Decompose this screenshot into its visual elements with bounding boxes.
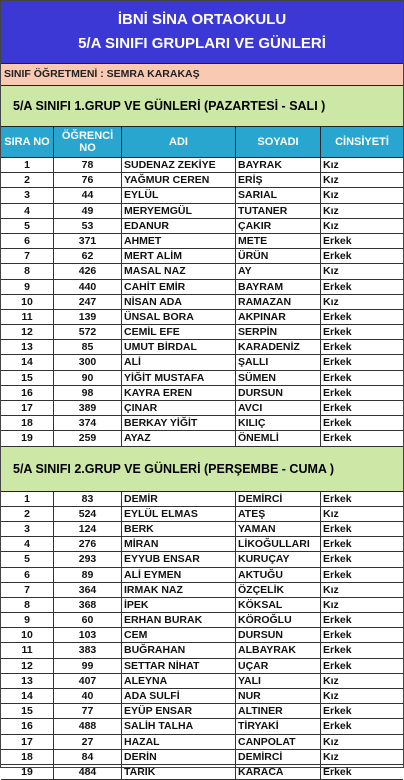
table-row [1, 568, 403, 583]
table-row [1, 507, 403, 522]
ogrenci-no: 259 [54, 431, 122, 445]
student-name: MASAL NAZ [122, 264, 236, 278]
sira-no: 8 [1, 598, 54, 612]
sira-no: 12 [1, 325, 54, 339]
ogrenci-no: 53 [54, 219, 122, 233]
sira-no: 14 [1, 689, 54, 703]
student-surname: ATEŞ [236, 507, 321, 521]
sheet-title: 5/A SINIFI GRUPLARI VE GÜNLERİ [78, 35, 326, 52]
student-name: EDANUR [122, 219, 236, 233]
table-row [1, 386, 403, 401]
ogrenci-no: 484 [54, 765, 122, 779]
student-gender: Kız [323, 204, 339, 217]
student-surname: SARIAL [236, 188, 321, 202]
table-row [1, 537, 403, 552]
sira-no: 15 [1, 371, 54, 385]
student-name: İPEK [122, 598, 236, 612]
student-gender: Erkek [323, 310, 352, 323]
sira-no: 15 [1, 704, 54, 718]
group1-column-header [1, 127, 403, 158]
student-gender: Kız [323, 598, 339, 611]
group1-table [1, 158, 403, 447]
table-row [1, 431, 403, 446]
sira-no: 13 [1, 340, 54, 354]
student-surname: KARACA [236, 765, 321, 779]
ogrenci-no: 103 [54, 628, 122, 642]
table-row [1, 735, 403, 750]
sira-no: 18 [1, 416, 54, 430]
col-adi: ADI [122, 127, 236, 157]
student-name: ERHAN BURAK [122, 613, 236, 627]
ogrenci-no: 364 [54, 583, 122, 597]
student-gender: Kız [323, 189, 339, 202]
student-name: ALEYNA [122, 674, 236, 688]
student-name: SALİH TALHA [122, 719, 236, 733]
student-name: TARIK [122, 765, 236, 779]
table-row [1, 204, 403, 219]
student-surname: AKTUĞU [236, 568, 321, 582]
ogrenci-no: 85 [54, 340, 122, 354]
student-gender: Erkek [323, 492, 352, 505]
student-surname: ŞALLI [236, 355, 321, 369]
table-row [1, 355, 403, 370]
student-gender: Erkek [323, 765, 352, 778]
table-row [1, 552, 403, 567]
student-surname: ALBAYRAK [236, 643, 321, 657]
student-gender: Erkek [323, 341, 352, 354]
sira-no: 9 [1, 613, 54, 627]
table-row [1, 674, 403, 689]
ogrenci-no: 440 [54, 280, 122, 294]
ogrenci-no: 488 [54, 719, 122, 733]
sira-no: 11 [1, 643, 54, 657]
student-surname: RAMAZAN [236, 295, 321, 309]
student-gender: Kız [323, 295, 339, 308]
sira-no: 16 [1, 386, 54, 400]
student-name: EYYUB ENSAR [122, 552, 236, 566]
ogrenci-no: 78 [54, 158, 122, 172]
sira-no: 12 [1, 659, 54, 673]
student-surname: METE [236, 234, 321, 248]
student-name: SUDENAZ ZEKİYE [122, 158, 236, 172]
sira-no: 3 [1, 522, 54, 536]
table-row [1, 522, 403, 537]
table-row [1, 765, 403, 780]
ogrenci-no: 371 [54, 234, 122, 248]
sira-no: 16 [1, 719, 54, 733]
ogrenci-no: 293 [54, 552, 122, 566]
student-name: MERT ALİM [122, 249, 236, 263]
student-surname: SERPİN [236, 325, 321, 339]
ogrenci-no: 426 [54, 264, 122, 278]
table-row [1, 325, 403, 340]
student-name: BUĞRAHAN [122, 643, 236, 657]
ogrenci-no: 62 [54, 249, 122, 263]
student-surname: BAYRAM [236, 280, 321, 294]
student-gender: Erkek [323, 402, 352, 414]
table-row [1, 659, 403, 674]
student-surname: YAMAN [236, 522, 321, 536]
table-row [1, 310, 403, 325]
sira-no: 19 [1, 765, 54, 779]
table-row [1, 234, 403, 249]
table-row [1, 416, 403, 431]
student-gender: Erkek [323, 432, 352, 445]
ogrenci-no: 572 [54, 325, 122, 339]
table-row [1, 295, 403, 310]
ogrenci-no: 89 [54, 568, 122, 582]
student-gender: Kız [323, 690, 339, 702]
ogrenci-no: 368 [54, 598, 122, 612]
student-surname: KARADENİZ [236, 340, 321, 354]
student-surname: CANPOLAT [236, 735, 321, 749]
table-row [1, 704, 403, 719]
student-gender: Erkek [323, 280, 352, 293]
student-gender: Erkek [323, 705, 352, 718]
student-gender: Erkek [323, 720, 352, 733]
student-gender: Erkek [323, 356, 352, 369]
student-surname: AKPINAR [236, 310, 321, 324]
table-row [1, 173, 403, 188]
student-name: CEMİL EFE [122, 325, 236, 339]
ogrenci-no: 44 [54, 188, 122, 202]
student-gender: Erkek [323, 629, 352, 642]
student-surname: DEMİRCİ [236, 750, 321, 764]
student-gender: Kız [323, 750, 339, 763]
ogrenci-no: 374 [54, 416, 122, 430]
sira-no: 5 [1, 219, 54, 233]
table-row [1, 219, 403, 234]
student-surname: TUTANER [236, 204, 321, 218]
student-surname: DURSUN [236, 628, 321, 642]
student-surname: YALI [236, 674, 321, 688]
ogrenci-no: 76 [54, 173, 122, 187]
table-row [1, 750, 403, 765]
student-gender: Erkek [323, 371, 352, 384]
student-surname: KURUÇAY [236, 552, 321, 566]
table-row [1, 492, 403, 507]
student-name: ADA SULFİ [122, 689, 236, 703]
sira-no: 8 [1, 264, 54, 278]
student-surname: ÖNEMLİ [236, 431, 321, 445]
sira-no: 10 [1, 295, 54, 309]
student-surname: NUR [236, 689, 321, 703]
student-gender: Erkek [323, 326, 352, 339]
student-name: ÇINAR [122, 401, 236, 415]
student-gender: Erkek [323, 250, 352, 263]
student-surname: DURSUN [236, 386, 321, 400]
student-surname: LİKOĞULLARI [236, 537, 321, 551]
student-gender: Erkek [323, 538, 352, 551]
student-name: AHMET [122, 234, 236, 248]
table-row [1, 628, 403, 643]
student-surname: UÇAR [236, 659, 321, 673]
ogrenci-no: 84 [54, 750, 122, 764]
student-name: BERKAY YİĞİT [122, 416, 236, 430]
title-banner [1, 1, 403, 64]
student-name: MİRAN [122, 537, 236, 551]
table-row [1, 613, 403, 628]
student-gender: Kız [323, 507, 339, 520]
sira-no: 13 [1, 674, 54, 688]
student-surname: BAYRAK [236, 158, 321, 172]
sira-no: 7 [1, 249, 54, 263]
sira-no: 17 [1, 735, 54, 749]
ogrenci-no: 139 [54, 310, 122, 324]
student-gender: Erkek [323, 644, 352, 657]
student-name: YAĞMUR CEREN [122, 173, 236, 187]
table-row [1, 264, 403, 279]
student-name: ALİ [122, 355, 236, 369]
student-surname: ÜRÜN [236, 249, 321, 263]
ogrenci-no: 77 [54, 704, 122, 718]
student-name: MERYEMGÜL [122, 204, 236, 218]
student-name: ÜNSAL BORA [122, 310, 236, 324]
table-row [1, 719, 403, 734]
col-soyadi: SOYADI [236, 127, 321, 157]
table-row [1, 340, 403, 355]
table-row [1, 249, 403, 264]
student-name: DERİN [122, 750, 236, 764]
table-row [1, 401, 403, 416]
sira-no: 6 [1, 568, 54, 582]
table-row [1, 188, 403, 203]
table-row [1, 280, 403, 295]
sira-no: 4 [1, 537, 54, 551]
sira-no: 18 [1, 750, 54, 764]
student-surname: DEMİRCİ [236, 492, 321, 506]
sira-no: 17 [1, 401, 54, 415]
student-name: EYÜP ENSAR [122, 704, 236, 718]
student-surname: ERİŞ [236, 173, 321, 187]
ogrenci-no: 60 [54, 613, 122, 627]
student-name: DEMİR [122, 492, 236, 506]
student-gender: Kız [323, 159, 339, 171]
student-name: HAZAL [122, 735, 236, 749]
student-name: YİĞİT MUSTAFA [122, 371, 236, 385]
student-name: ALİ EYMEN [122, 568, 236, 582]
student-gender: Erkek [323, 553, 352, 566]
sira-no: 4 [1, 204, 54, 218]
ogrenci-no: 407 [54, 674, 122, 688]
student-gender: Erkek [323, 386, 352, 399]
teacher-label: SINIF ÖĞRETMENİ : SEMRA KARAKAŞ [1, 64, 403, 86]
sira-no: 19 [1, 431, 54, 445]
ogrenci-no: 99 [54, 659, 122, 673]
student-name: UMUT BİRDAL [122, 340, 236, 354]
sira-no: 2 [1, 173, 54, 187]
table-row [1, 583, 403, 598]
student-surname: TİRYAKİ [236, 719, 321, 733]
student-gender: Erkek [323, 417, 352, 430]
student-surname: ALTINER [236, 704, 321, 718]
student-surname: AY [236, 264, 321, 278]
sira-no: 3 [1, 188, 54, 202]
table-row [1, 371, 403, 386]
student-gender: Erkek [323, 234, 352, 247]
ogrenci-no: 83 [54, 492, 122, 506]
group1-title: 5/A SINIFI 1.GRUP VE GÜNLERİ (PAZARTESİ - SALI ) [1, 86, 403, 127]
sira-no: 6 [1, 234, 54, 248]
student-gender: Erkek [323, 568, 352, 581]
student-gender: Kız [323, 265, 339, 278]
ogrenci-no: 98 [54, 386, 122, 400]
student-surname: SÜMEN [236, 371, 321, 385]
sira-no: 1 [1, 492, 54, 506]
student-gender: Kız [323, 674, 339, 687]
ogrenci-no: 276 [54, 537, 122, 551]
student-name: IRMAK NAZ [122, 583, 236, 597]
ogrenci-no: 124 [54, 522, 122, 536]
student-gender: Kız [323, 174, 339, 187]
group2-title: 5/A SINIFI 2.GRUP VE GÜNLERİ (PERŞEMBE - CUMA ) [1, 447, 403, 492]
ogrenci-no: 49 [54, 204, 122, 218]
student-surname: ÖZÇELİK [236, 583, 321, 597]
ogrenci-no: 389 [54, 401, 122, 415]
student-name: KAYRA EREN [122, 386, 236, 400]
sira-no: 5 [1, 552, 54, 566]
student-name: CAHİT EMİR [122, 280, 236, 294]
student-surname: KÖKSAL [236, 598, 321, 612]
col-sira: SIRA NO [1, 127, 54, 157]
student-gender: Erkek [323, 522, 352, 535]
sira-no: 11 [1, 310, 54, 324]
sira-no: 14 [1, 355, 54, 369]
student-name: EYLÜL [122, 188, 236, 202]
table-row [1, 598, 403, 613]
sira-no: 7 [1, 583, 54, 597]
sira-no: 9 [1, 280, 54, 294]
group2-table [1, 492, 403, 780]
student-name: EYLÜL ELMAS [122, 507, 236, 521]
student-surname: ÇAKIR [236, 219, 321, 233]
ogrenci-no: 27 [54, 735, 122, 749]
ogrenci-no: 40 [54, 689, 122, 703]
student-name: SETTAR NİHAT [122, 659, 236, 673]
student-name: AYAZ [122, 431, 236, 445]
col-cinsiyet: CİNSİYETİ [335, 136, 389, 148]
student-gender: Erkek [323, 659, 352, 672]
school-name: İBNİ SİNA ORTAOKULU [117, 11, 287, 28]
sira-no: 10 [1, 628, 54, 642]
student-surname: KILIÇ [236, 416, 321, 430]
student-name: NİSAN ADA [122, 295, 236, 309]
table-row [1, 689, 403, 704]
student-gender: Kız [323, 583, 339, 596]
ogrenci-no: 90 [54, 371, 122, 385]
student-gender: Kız [323, 219, 339, 232]
student-surname: AVCI [236, 401, 321, 415]
student-gender: Kız [323, 735, 339, 748]
sira-no: 2 [1, 507, 54, 521]
student-surname: KÖROĞLU [236, 613, 321, 627]
ogrenci-no: 383 [54, 643, 122, 657]
ogrenci-no: 524 [54, 507, 122, 521]
ogrenci-no: 247 [54, 295, 122, 309]
table-row [1, 158, 403, 173]
col-ogrenci: ÖĞRENCİ NO [54, 127, 122, 157]
student-name: BERK [122, 522, 236, 536]
ogrenci-no: 300 [54, 355, 122, 369]
table-row [1, 643, 403, 658]
student-gender: Erkek [323, 614, 352, 627]
sira-no: 1 [1, 158, 54, 172]
student-name: CEM [122, 628, 236, 642]
